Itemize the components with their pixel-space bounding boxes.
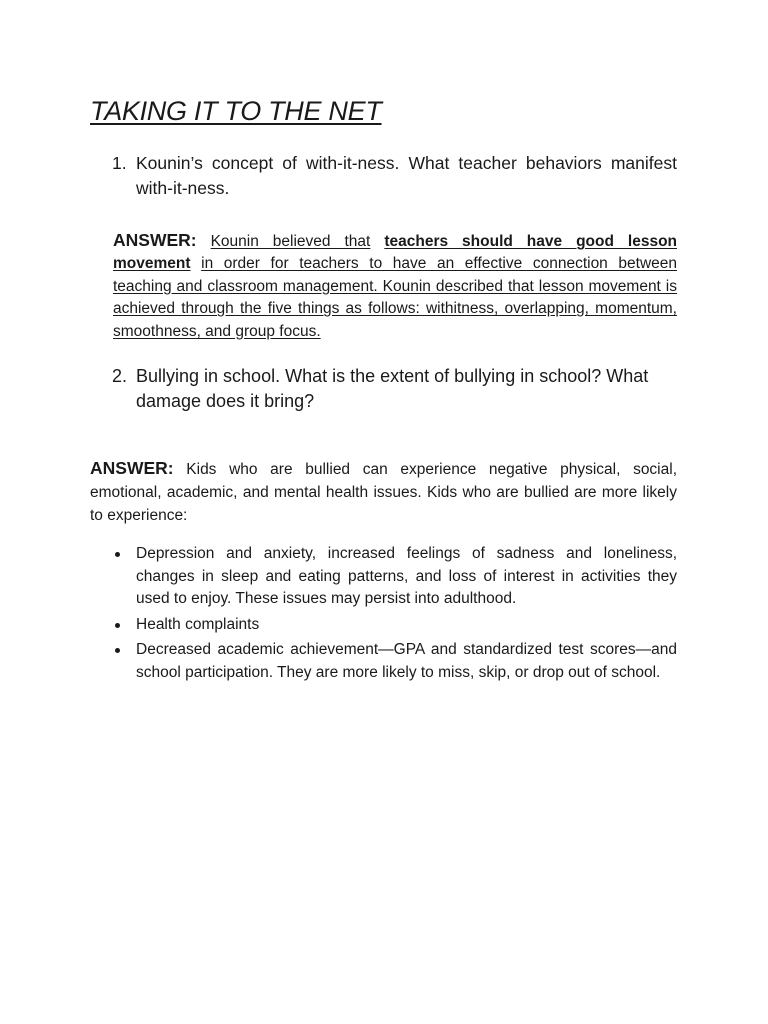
question-1 <box>112 151 677 201</box>
answer-2-label: ANSWER: <box>90 458 174 478</box>
list-item-text: Health complaints <box>136 615 260 633</box>
page-title: TAKING IT TO THE NET <box>90 96 382 126</box>
effects-list <box>113 543 677 687</box>
bullet-icon <box>115 623 120 628</box>
question-2 <box>112 364 677 414</box>
list-item <box>113 639 677 684</box>
bullet-icon <box>115 648 120 653</box>
answer-1-label: ANSWER: <box>113 230 197 250</box>
answer-1 <box>113 229 677 343</box>
question-2-number: 2. <box>112 366 128 386</box>
question-1-number: 1. <box>112 153 127 173</box>
answer-1-text-part2: in order for teachers to have an effective connection between teaching and classroom management. Kounin described that lesson movement is achieved through the five things as follows: withitness, overlapping, momentum, smoothness, and group focus. <box>113 255 677 340</box>
answer-2-text: Kids who are bullied can experience negative physical, social, emotional, academic, and mental health issues. Kids who are bullied are more likely to experience: <box>90 461 677 524</box>
answer-1-text-part1: Kounin believed that <box>210 233 371 250</box>
list-item-text: Decreased academic achievement—GPA and standardized test scores—and school participation. They are more likely to miss, skip, or drop out of school. <box>136 641 677 681</box>
list-item-text: Depression and anxiety, increased feelings of sadness and loneliness, changes in sleep and eating patterns, and loss of interest in activities they used to enjoy. These issues may persist into adulthood. <box>136 545 677 607</box>
answer-1-bold-text: teachers should have good lesson movement <box>113 233 678 273</box>
bullet-icon <box>115 552 120 557</box>
answer-2 <box>90 457 677 527</box>
list-item <box>113 543 677 611</box>
question-2-text: Bullying in school. What is the extent of bullying in school? What damage does it bring? <box>136 366 649 411</box>
question-1-text: Kounin’s concept of with-it-ness. What teacher behaviors manifest with-it-ness. <box>136 153 677 198</box>
list-item <box>113 614 677 637</box>
